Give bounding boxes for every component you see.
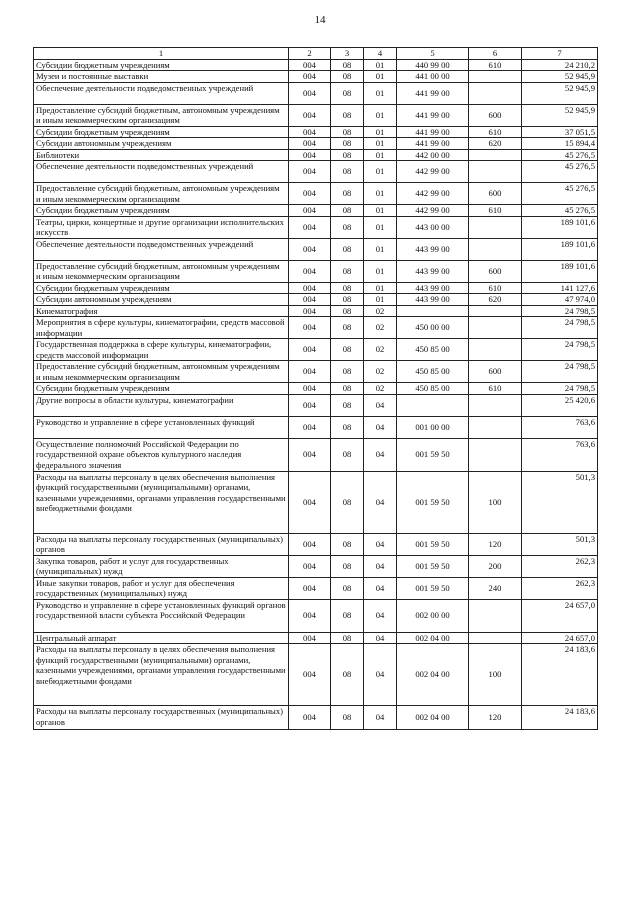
row-name-cell: Расходы на выплаты персоналу государственных (муниципальных) органов xyxy=(34,706,289,730)
header-cell: 4 xyxy=(364,48,397,60)
row-name-cell: Предоставление субсидий бюджетным, автономным учреждениям и иным некоммерческим организациям xyxy=(34,183,289,205)
expense-type-cell: 100 xyxy=(469,471,522,533)
amount-cell: 24 657,0 xyxy=(522,599,598,632)
section-code-cell: 08 xyxy=(331,438,364,471)
table-row xyxy=(34,59,598,71)
subsection-code-cell: 01 xyxy=(364,104,397,126)
amount-cell: 24 798,5 xyxy=(522,383,598,395)
expense-type-cell: 600 xyxy=(469,361,522,383)
target-article-cell: 450 85 00 xyxy=(397,339,469,361)
target-article-cell: 002 04 00 xyxy=(397,632,469,644)
table-row xyxy=(34,161,598,183)
section-code-cell: 08 xyxy=(331,294,364,306)
amount-cell: 24 798,5 xyxy=(522,317,598,339)
section-code-cell: 08 xyxy=(331,126,364,138)
row-name-cell: Библиотеки xyxy=(34,149,289,161)
subsection-code-cell: 04 xyxy=(364,706,397,730)
subsection-code-cell: 02 xyxy=(364,305,397,317)
ministry-code-cell: 004 xyxy=(289,317,331,339)
subsection-code-cell: 04 xyxy=(364,394,397,416)
column-number-header xyxy=(34,48,598,60)
row-name-cell: Кинематография xyxy=(34,305,289,317)
expense-type-cell: 610 xyxy=(469,205,522,217)
ministry-code-cell: 004 xyxy=(289,216,331,238)
page-number: 14 xyxy=(314,14,326,26)
expense-type-cell xyxy=(469,339,522,361)
target-article-cell xyxy=(397,305,469,317)
ministry-code-cell: 004 xyxy=(289,305,331,317)
expense-type-cell: 620 xyxy=(469,294,522,306)
ministry-code-cell: 004 xyxy=(289,394,331,416)
expense-type-cell: 600 xyxy=(469,104,522,126)
header-cell: 7 xyxy=(522,48,598,60)
target-article-cell: 450 00 00 xyxy=(397,317,469,339)
table-row xyxy=(34,416,598,438)
section-code-cell: 08 xyxy=(331,383,364,395)
amount-cell: 24 798,5 xyxy=(522,361,598,383)
amount-cell: 45 276,5 xyxy=(522,161,598,183)
section-code-cell: 08 xyxy=(331,706,364,730)
table-row xyxy=(34,126,598,138)
table-row xyxy=(34,577,598,599)
section-code-cell: 08 xyxy=(331,471,364,533)
subsection-code-cell: 04 xyxy=(364,416,397,438)
subsection-code-cell: 01 xyxy=(364,71,397,83)
amount-cell: 501,3 xyxy=(522,471,598,533)
header-cell: 6 xyxy=(469,48,522,60)
expense-type-cell xyxy=(469,632,522,644)
ministry-code-cell: 004 xyxy=(289,339,331,361)
amount-cell: 47 974,0 xyxy=(522,294,598,306)
expense-type-cell: 200 xyxy=(469,555,522,577)
row-name-cell: Закупка товаров, работ и услуг для государственных (муниципальных) нужд xyxy=(34,555,289,577)
expense-type-cell xyxy=(469,599,522,632)
table-row xyxy=(34,317,598,339)
header-cell: 5 xyxy=(397,48,469,60)
row-name-cell: Театры, цирки, концертные и другие организации исполнительских искусств xyxy=(34,216,289,238)
section-code-cell: 08 xyxy=(331,138,364,150)
table-row xyxy=(34,305,598,317)
subsection-code-cell: 02 xyxy=(364,339,397,361)
expense-type-cell xyxy=(469,416,522,438)
table-row xyxy=(34,294,598,306)
ministry-code-cell: 004 xyxy=(289,71,331,83)
section-code-cell: 08 xyxy=(331,632,364,644)
amount-cell: 189 101,6 xyxy=(522,216,598,238)
subsection-code-cell: 01 xyxy=(364,149,397,161)
ministry-code-cell: 004 xyxy=(289,138,331,150)
target-article-cell: 441 99 00 xyxy=(397,82,469,104)
row-name-cell: Обеспечение деятельности подведомственных учреждений xyxy=(34,238,289,260)
amount-cell: 763,6 xyxy=(522,438,598,471)
table-row xyxy=(34,383,598,395)
section-code-cell: 08 xyxy=(331,317,364,339)
table-row xyxy=(34,361,598,383)
subsection-code-cell: 04 xyxy=(364,438,397,471)
section-code-cell: 08 xyxy=(331,416,364,438)
row-name-cell: Обеспечение деятельности подведомственных учреждений xyxy=(34,161,289,183)
section-code-cell: 08 xyxy=(331,394,364,416)
section-code-cell: 08 xyxy=(331,533,364,555)
target-article-cell: 442 00 00 xyxy=(397,149,469,161)
section-code-cell: 08 xyxy=(331,183,364,205)
row-name-cell: Расходы на выплаты персоналу в целях обеспечения выполнения функций государственными (муниципальными) органами, казенными учреждениями, органами управления государственными внебюджетными фондами xyxy=(34,644,289,706)
header-cell: 3 xyxy=(331,48,364,60)
subsection-code-cell: 04 xyxy=(364,533,397,555)
amount-cell: 24 798,5 xyxy=(522,339,598,361)
expense-type-cell: 610 xyxy=(469,59,522,71)
expense-type-cell xyxy=(469,438,522,471)
target-article-cell: 442 99 00 xyxy=(397,183,469,205)
expense-type-cell: 610 xyxy=(469,282,522,294)
section-code-cell: 08 xyxy=(331,644,364,706)
expense-type-cell xyxy=(469,149,522,161)
amount-cell: 52 945,9 xyxy=(522,104,598,126)
subsection-code-cell: 04 xyxy=(364,555,397,577)
target-article-cell: 450 85 00 xyxy=(397,383,469,395)
subsection-code-cell: 01 xyxy=(364,161,397,183)
target-article-cell: 002 00 00 xyxy=(397,599,469,632)
subsection-code-cell: 04 xyxy=(364,632,397,644)
ministry-code-cell: 004 xyxy=(289,438,331,471)
subsection-code-cell: 02 xyxy=(364,383,397,395)
header-cell: 2 xyxy=(289,48,331,60)
target-article-cell: 441 99 00 xyxy=(397,138,469,150)
section-code-cell: 08 xyxy=(331,339,364,361)
target-article-cell: 440 99 00 xyxy=(397,59,469,71)
table-row xyxy=(34,632,598,644)
table-row xyxy=(34,555,598,577)
expense-type-cell: 120 xyxy=(469,706,522,730)
target-article-cell xyxy=(397,394,469,416)
target-article-cell: 443 99 00 xyxy=(397,294,469,306)
amount-cell: 24 798,5 xyxy=(522,305,598,317)
row-name-cell: Расходы на выплаты персоналу государственных (муниципальных) органов xyxy=(34,533,289,555)
amount-cell: 141 127,6 xyxy=(522,282,598,294)
table-row xyxy=(34,471,598,533)
table-row xyxy=(34,205,598,217)
section-code-cell: 08 xyxy=(331,260,364,282)
table-row xyxy=(34,149,598,161)
subsection-code-cell: 01 xyxy=(364,82,397,104)
target-article-cell: 442 99 00 xyxy=(397,205,469,217)
section-code-cell: 08 xyxy=(331,82,364,104)
expense-type-cell xyxy=(469,82,522,104)
table-row xyxy=(34,438,598,471)
section-code-cell: 08 xyxy=(331,216,364,238)
subsection-code-cell: 04 xyxy=(364,599,397,632)
expense-type-cell xyxy=(469,238,522,260)
amount-cell: 52 945,9 xyxy=(522,82,598,104)
section-code-cell: 08 xyxy=(331,161,364,183)
table-row xyxy=(34,183,598,205)
target-article-cell: 441 99 00 xyxy=(397,104,469,126)
table-row xyxy=(34,533,598,555)
row-name-cell: Субсидии бюджетным учреждениям xyxy=(34,205,289,217)
expense-type-cell xyxy=(469,317,522,339)
section-code-cell: 08 xyxy=(331,599,364,632)
subsection-code-cell: 01 xyxy=(364,238,397,260)
amount-cell: 501,3 xyxy=(522,533,598,555)
ministry-code-cell: 004 xyxy=(289,282,331,294)
amount-cell: 25 420,6 xyxy=(522,394,598,416)
amount-cell: 262,3 xyxy=(522,577,598,599)
expense-type-cell: 620 xyxy=(469,138,522,150)
target-article-cell: 441 00 00 xyxy=(397,71,469,83)
target-article-cell: 441 99 00 xyxy=(397,126,469,138)
subsection-code-cell: 04 xyxy=(364,471,397,533)
row-name-cell: Субсидии бюджетным учреждениям xyxy=(34,126,289,138)
target-article-cell: 001 59 50 xyxy=(397,577,469,599)
subsection-code-cell: 02 xyxy=(364,317,397,339)
ministry-code-cell: 004 xyxy=(289,577,331,599)
row-name-cell: Предоставление субсидий бюджетным, автономным учреждениям и иным некоммерческим организациям xyxy=(34,260,289,282)
row-name-cell: Мероприятия в сфере культуры, кинематографии, средств массовой информации xyxy=(34,317,289,339)
expense-type-cell: 100 xyxy=(469,644,522,706)
subsection-code-cell: 01 xyxy=(364,138,397,150)
target-article-cell: 001 59 50 xyxy=(397,533,469,555)
amount-cell: 45 276,5 xyxy=(522,183,598,205)
target-article-cell: 001 59 50 xyxy=(397,471,469,533)
table-row xyxy=(34,216,598,238)
target-article-cell: 002 04 00 xyxy=(397,706,469,730)
target-article-cell: 001 59 50 xyxy=(397,438,469,471)
header-cell: 1 xyxy=(34,48,289,60)
ministry-code-cell: 004 xyxy=(289,149,331,161)
target-article-cell: 443 00 00 xyxy=(397,216,469,238)
row-name-cell: Осуществление полномочий Российской Федерации по государственной охране объектов культурного наследия федерального значения xyxy=(34,438,289,471)
section-code-cell: 08 xyxy=(331,577,364,599)
section-code-cell: 08 xyxy=(331,361,364,383)
amount-cell: 15 894,4 xyxy=(522,138,598,150)
subsection-code-cell: 02 xyxy=(364,361,397,383)
subsection-code-cell: 01 xyxy=(364,126,397,138)
amount-cell: 763,6 xyxy=(522,416,598,438)
row-name-cell: Субсидии бюджетным учреждениям xyxy=(34,282,289,294)
section-code-cell: 08 xyxy=(331,238,364,260)
target-article-cell: 450 85 00 xyxy=(397,361,469,383)
amount-cell: 262,3 xyxy=(522,555,598,577)
row-name-cell: Субсидии автономным учреждениям xyxy=(34,294,289,306)
section-code-cell: 08 xyxy=(331,59,364,71)
amount-cell: 45 276,5 xyxy=(522,149,598,161)
subsection-code-cell: 01 xyxy=(364,294,397,306)
target-article-cell: 002 04 00 xyxy=(397,644,469,706)
target-article-cell: 442 99 00 xyxy=(397,161,469,183)
row-name-cell: Предоставление субсидий бюджетным, автономным учреждениям и иным некоммерческим организациям xyxy=(34,361,289,383)
expense-type-cell: 600 xyxy=(469,183,522,205)
ministry-code-cell: 004 xyxy=(289,294,331,306)
row-name-cell: Центральный аппарат xyxy=(34,632,289,644)
subsection-code-cell: 01 xyxy=(364,260,397,282)
row-name-cell: Субсидии бюджетным учреждениям xyxy=(34,383,289,395)
table-row xyxy=(34,71,598,83)
ministry-code-cell: 004 xyxy=(289,555,331,577)
row-name-cell: Государственная поддержка в сфере культуры, кинематографии, средств массовой информации xyxy=(34,339,289,361)
ministry-code-cell: 004 xyxy=(289,238,331,260)
ministry-code-cell: 004 xyxy=(289,126,331,138)
row-name-cell: Руководство и управление в сфере установленных функций xyxy=(34,416,289,438)
amount-cell: 52 945,9 xyxy=(522,71,598,83)
target-article-cell: 443 99 00 xyxy=(397,238,469,260)
table-row xyxy=(34,706,598,730)
ministry-code-cell: 004 xyxy=(289,632,331,644)
table-row xyxy=(34,260,598,282)
ministry-code-cell: 004 xyxy=(289,644,331,706)
ministry-code-cell: 004 xyxy=(289,104,331,126)
section-code-cell: 08 xyxy=(331,71,364,83)
amount-cell: 37 051,5 xyxy=(522,126,598,138)
table-row xyxy=(34,599,598,632)
amount-cell: 24 210,2 xyxy=(522,59,598,71)
subsection-code-cell: 01 xyxy=(364,59,397,71)
row-name-cell: Обеспечение деятельности подведомственных учреждений xyxy=(34,82,289,104)
table-row xyxy=(34,238,598,260)
ministry-code-cell: 004 xyxy=(289,361,331,383)
ministry-code-cell: 004 xyxy=(289,161,331,183)
target-article-cell: 001 59 50 xyxy=(397,555,469,577)
target-article-cell: 443 99 00 xyxy=(397,282,469,294)
subsection-code-cell: 01 xyxy=(364,282,397,294)
target-article-cell: 443 99 00 xyxy=(397,260,469,282)
row-name-cell: Предоставление субсидий бюджетным, автономным учреждениям и иным некоммерческим организациям xyxy=(34,104,289,126)
section-code-cell: 08 xyxy=(331,205,364,217)
ministry-code-cell: 004 xyxy=(289,599,331,632)
expense-type-cell xyxy=(469,216,522,238)
table-row xyxy=(34,104,598,126)
ministry-code-cell: 004 xyxy=(289,706,331,730)
table-row xyxy=(34,644,598,706)
amount-cell: 24 183,6 xyxy=(522,706,598,730)
expense-type-cell: 240 xyxy=(469,577,522,599)
expense-type-cell: 120 xyxy=(469,533,522,555)
budget-table xyxy=(33,47,598,730)
row-name-cell: Музеи и постоянные выставки xyxy=(34,71,289,83)
amount-cell: 24 183,6 xyxy=(522,644,598,706)
expense-type-cell xyxy=(469,305,522,317)
amount-cell: 45 276,5 xyxy=(522,205,598,217)
target-article-cell: 001 00 00 xyxy=(397,416,469,438)
ministry-code-cell: 004 xyxy=(289,260,331,282)
row-name-cell: Другие вопросы в области культуры, кинематографии xyxy=(34,394,289,416)
table-row xyxy=(34,82,598,104)
expense-type-cell: 610 xyxy=(469,383,522,395)
table-row xyxy=(34,138,598,150)
row-name-cell: Расходы на выплаты персоналу в целях обеспечения выполнения функций государственными (муниципальными) органами, казенными учреждениями, органами управления государственными внебюджетными фондами xyxy=(34,471,289,533)
ministry-code-cell: 004 xyxy=(289,205,331,217)
section-code-cell: 08 xyxy=(331,104,364,126)
subsection-code-cell: 04 xyxy=(364,644,397,706)
row-name-cell: Субсидии бюджетным учреждениям xyxy=(34,59,289,71)
row-name-cell: Руководство и управление в сфере установленных функций органов государственной власти субъекта Российской Федерации xyxy=(34,599,289,632)
ministry-code-cell: 004 xyxy=(289,533,331,555)
ministry-code-cell: 004 xyxy=(289,183,331,205)
ministry-code-cell: 004 xyxy=(289,416,331,438)
expense-type-cell xyxy=(469,71,522,83)
ministry-code-cell: 004 xyxy=(289,383,331,395)
section-code-cell: 08 xyxy=(331,555,364,577)
ministry-code-cell: 004 xyxy=(289,82,331,104)
row-name-cell: Субсидии автономным учреждениям xyxy=(34,138,289,150)
section-code-cell: 08 xyxy=(331,282,364,294)
table-row xyxy=(34,394,598,416)
expense-type-cell: 610 xyxy=(469,126,522,138)
amount-cell: 24 657,0 xyxy=(522,632,598,644)
amount-cell: 189 101,6 xyxy=(522,260,598,282)
subsection-code-cell: 01 xyxy=(364,183,397,205)
ministry-code-cell: 004 xyxy=(289,59,331,71)
ministry-code-cell: 004 xyxy=(289,471,331,533)
section-code-cell: 08 xyxy=(331,149,364,161)
subsection-code-cell: 04 xyxy=(364,577,397,599)
amount-cell: 189 101,6 xyxy=(522,238,598,260)
expense-type-cell: 600 xyxy=(469,260,522,282)
table-row xyxy=(34,339,598,361)
table-row xyxy=(34,282,598,294)
expense-type-cell xyxy=(469,394,522,416)
subsection-code-cell: 01 xyxy=(364,205,397,217)
subsection-code-cell: 01 xyxy=(364,216,397,238)
section-code-cell: 08 xyxy=(331,305,364,317)
row-name-cell: Иные закупки товаров, работ и услуг для обеспечения государственных (муниципальных) нужд xyxy=(34,577,289,599)
expense-type-cell xyxy=(469,161,522,183)
